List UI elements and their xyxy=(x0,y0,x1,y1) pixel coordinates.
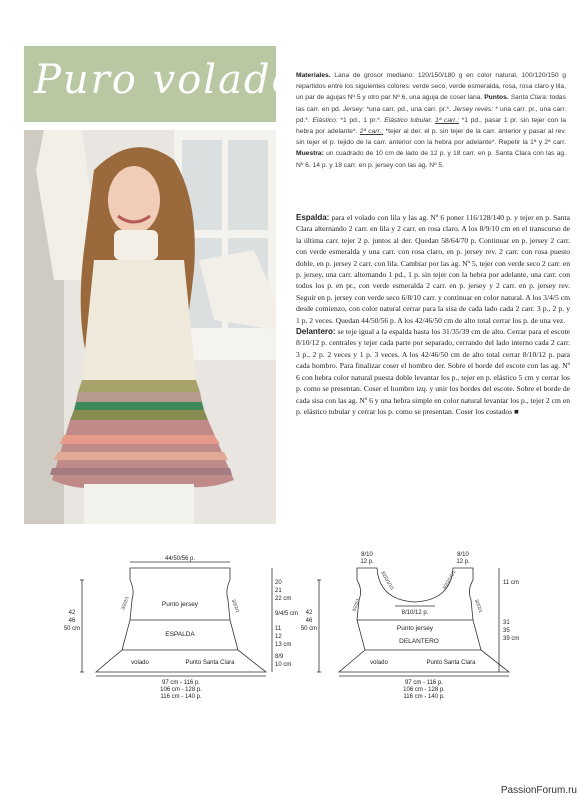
instructions-section xyxy=(296,212,570,417)
back-right-1: 20 xyxy=(275,580,282,586)
santa-clara-label: Santa Clara: xyxy=(510,94,548,102)
materials-label: Materiales. xyxy=(296,72,331,79)
front-side-2: 46 xyxy=(305,618,313,624)
elastico-label: Elástico: xyxy=(312,116,338,124)
front-right-3: 39 cm xyxy=(503,636,520,642)
back-piece-label: ESPALDA xyxy=(165,631,195,638)
front-center-label: 8/10/12 p. xyxy=(401,610,429,616)
front-volado-label: volado xyxy=(370,660,388,666)
carr1-text: *1 pd., pasar 1 pr. sin tejer con la hebra por adelante*. xyxy=(296,116,567,136)
materials-text: Lana de grosor mediano: 120/150/180 g en color natural, 100/120/150 g repartidos entre los siguientes colores: verde seco, verde esmeralda, rosa, rosa claro y lila, un par de agujas Nº 5 y otro par Nº 6, una aguja de coser lana. xyxy=(296,72,567,102)
front-piece-label: DELANTERO xyxy=(399,638,439,645)
front-neck-right: 3/2/2/1/1/1 xyxy=(441,569,457,591)
watermark: PassionForum.ru xyxy=(500,785,577,796)
model-photo xyxy=(24,130,276,524)
back-schematic-diagram xyxy=(60,550,310,700)
front-schematic-diagram xyxy=(295,550,545,700)
back-armhole-right: 3/2/2/1 xyxy=(231,598,241,614)
front-right-1: 31 xyxy=(503,620,510,626)
tubular-label: Elástico tubular. xyxy=(384,116,433,124)
back-right-2: 21 xyxy=(275,588,282,594)
jersey-rev-text: * una carr. pr., una carr. pd.*. xyxy=(296,105,567,124)
delantero-paragraph xyxy=(296,326,570,417)
elastico-text: *1 pd., 1 pr.*. xyxy=(340,116,382,124)
jersey-rev-label: Jersey revés: xyxy=(453,105,494,113)
back-right-7: 13 cm xyxy=(275,642,292,648)
jersey-text: *una carr. pd., una carr. pr.*. xyxy=(366,105,451,113)
front-bottom-3: 116 cm - 140 p. xyxy=(403,694,445,700)
espalda-paragraph xyxy=(296,212,570,326)
back-right-3: 22 cm xyxy=(275,596,292,602)
carr2-label: 2ª carr.: xyxy=(359,128,384,136)
delantero-label: Delantero: xyxy=(296,327,336,337)
end-mark: ■ xyxy=(514,406,519,416)
front-shoulder-right-2: 12 p. xyxy=(456,559,470,565)
back-side-3: 50 cm xyxy=(63,626,81,632)
front-right-top: 11 cm xyxy=(503,580,519,586)
back-right-5: 11 xyxy=(275,626,282,632)
carr2-text: *tejer al der. el p. sin tejer de la carr. anterior y pasar al rev. sin tejer el p. tejido de la carr. anterior con la hebra por adelante*. Repetir la 1ª y 2ª carr. xyxy=(296,128,567,147)
front-side-3: 50 cm xyxy=(300,626,318,632)
back-top-label: 44/50/56 p. xyxy=(164,556,196,562)
front-bottom-2: 106 cm - 128 p. xyxy=(403,687,445,693)
back-bottom-2: 106 cm - 128 p. xyxy=(160,687,202,693)
front-shoulder-right-1: 8/10 xyxy=(457,552,469,558)
back-bottom-3: 116 cm - 140 p. xyxy=(160,694,202,700)
carr1-label: 1ª carr.: xyxy=(435,116,459,124)
front-shoulder-left-2: 12 p. xyxy=(360,559,374,565)
front-right-2: 35 xyxy=(503,628,510,634)
points-label: Puntos. xyxy=(484,94,509,102)
front-santa-clara-label: Punto Santa Clara xyxy=(426,660,476,666)
front-neck-left: 3/2/2/1/1/1 xyxy=(380,570,396,591)
page-title: Puro volado xyxy=(34,57,298,103)
front-armhole-left: 3/2/2/1 xyxy=(351,597,361,613)
front-bottom-1: 97 cm - 116 p. xyxy=(405,680,443,686)
materials-section xyxy=(296,70,566,171)
front-side-1: 42 xyxy=(305,610,313,616)
jersey-label: Jersey: xyxy=(342,105,365,113)
delantero-text: se teje igual a la espalda hasta los 31/35/39 cm de alto. Cerrar para el escote 8/10/12 p. centrales y tejer cada parte por separado, cerrando del lado interno cada 2 carr. 3 p., 2 p. 2 veces y 1 p. 3 veces. A los 42/46/50 cm de alto total cerrar 8/10/12 p. para cada hombro. Para finalizar coser el hombro der. Sobre el borde del escote con las ag. Nº 6 con hebra color natural puesta doble levantar los p., tejer en p. elástico 5 cm y cerrar los p. como se presentan. Coser el hombro izq. y unir los bordes del escote. Sobre el borde de cada sisa con las ag. Nº 6 y una hebra simple en color natural levantar los p., tejer 2 cm en p. elástico tubular y cerrar los p. como se presentan. Coser los costados xyxy=(296,327,570,416)
back-armhole-left: 3/2/2/1 xyxy=(120,595,130,611)
back-volado-label: volado xyxy=(131,660,149,666)
front-shoulder-left-1: 8/10 xyxy=(361,552,373,558)
espalda-text: para el volado con lila y las ag. Nº 6 poner 116/128/140 p. y tejer en p. Santa Clara alternando 2 carr. en lila y 2 carr. en rosa claro. A los 8/9/10 cm en el transcurso de la última carr. tejer 2 p. juntos al der. Quedan 58/64/70 p. Continuar en p. jersey 2 carr. con verde esmeralda y una carr. con rosa claro, en p. jersey rev. 2 carr. con rosa puesto doble, en p. jersey 2 carr. con lila. Cambiar por las ag. Nº 5, tejer con verde seco 2 carr. en p. jersey, una carr. alternando 1 pd., 1 p. sin tejer con la hebra por adelante, una carr. con todos los p. en pr., con verde esmeralda 2 carr. en p. jersey y 2 carr. en p. jersey rev. Seguir en p. jersey con verde seco 6/8/10 carr. y continuar en color natural. A los 3/4/5 cm desde comienzo, con color natural cerrar para la sisa de cada lado cada 2 carr. 3 p., 2 p. y 1 p. 2 veces. Quedan 44/50/56 p. A los 42/46/50 cm de alto total cerrar los p. de una vez. xyxy=(296,213,571,325)
back-right-4: 9/4/5 cm xyxy=(275,611,299,617)
muestra-text: un cuadrado de 10 cm de lado de 12 p. y 18 carr. en p. Santa Clara con las ag. Nº 6. 14 p. y 18 carr. en p. jersey con las ag. Nº 5. xyxy=(296,150,567,169)
back-right-9: 10 cm xyxy=(275,662,292,668)
espalda-label: Espalda: xyxy=(296,213,330,222)
back-right-6: 12 xyxy=(275,634,282,640)
front-stitch-label: Punto jersey xyxy=(396,625,434,632)
back-right-8: 8/9 xyxy=(275,654,284,660)
back-side-2: 46 xyxy=(68,618,76,624)
santa-clara-text: todas las carr. en pd. xyxy=(296,94,566,113)
muestra-label: Muestra: xyxy=(296,150,324,158)
front-armhole-right: 3/2/2/1 xyxy=(474,598,484,614)
back-stitch-label: Punto jersey xyxy=(161,601,199,608)
back-side-1: 42 xyxy=(68,610,76,616)
back-bottom-1: 97 cm - 116 p. xyxy=(162,680,200,686)
back-santa-clara-label: Punto Santa Clara xyxy=(185,660,235,666)
